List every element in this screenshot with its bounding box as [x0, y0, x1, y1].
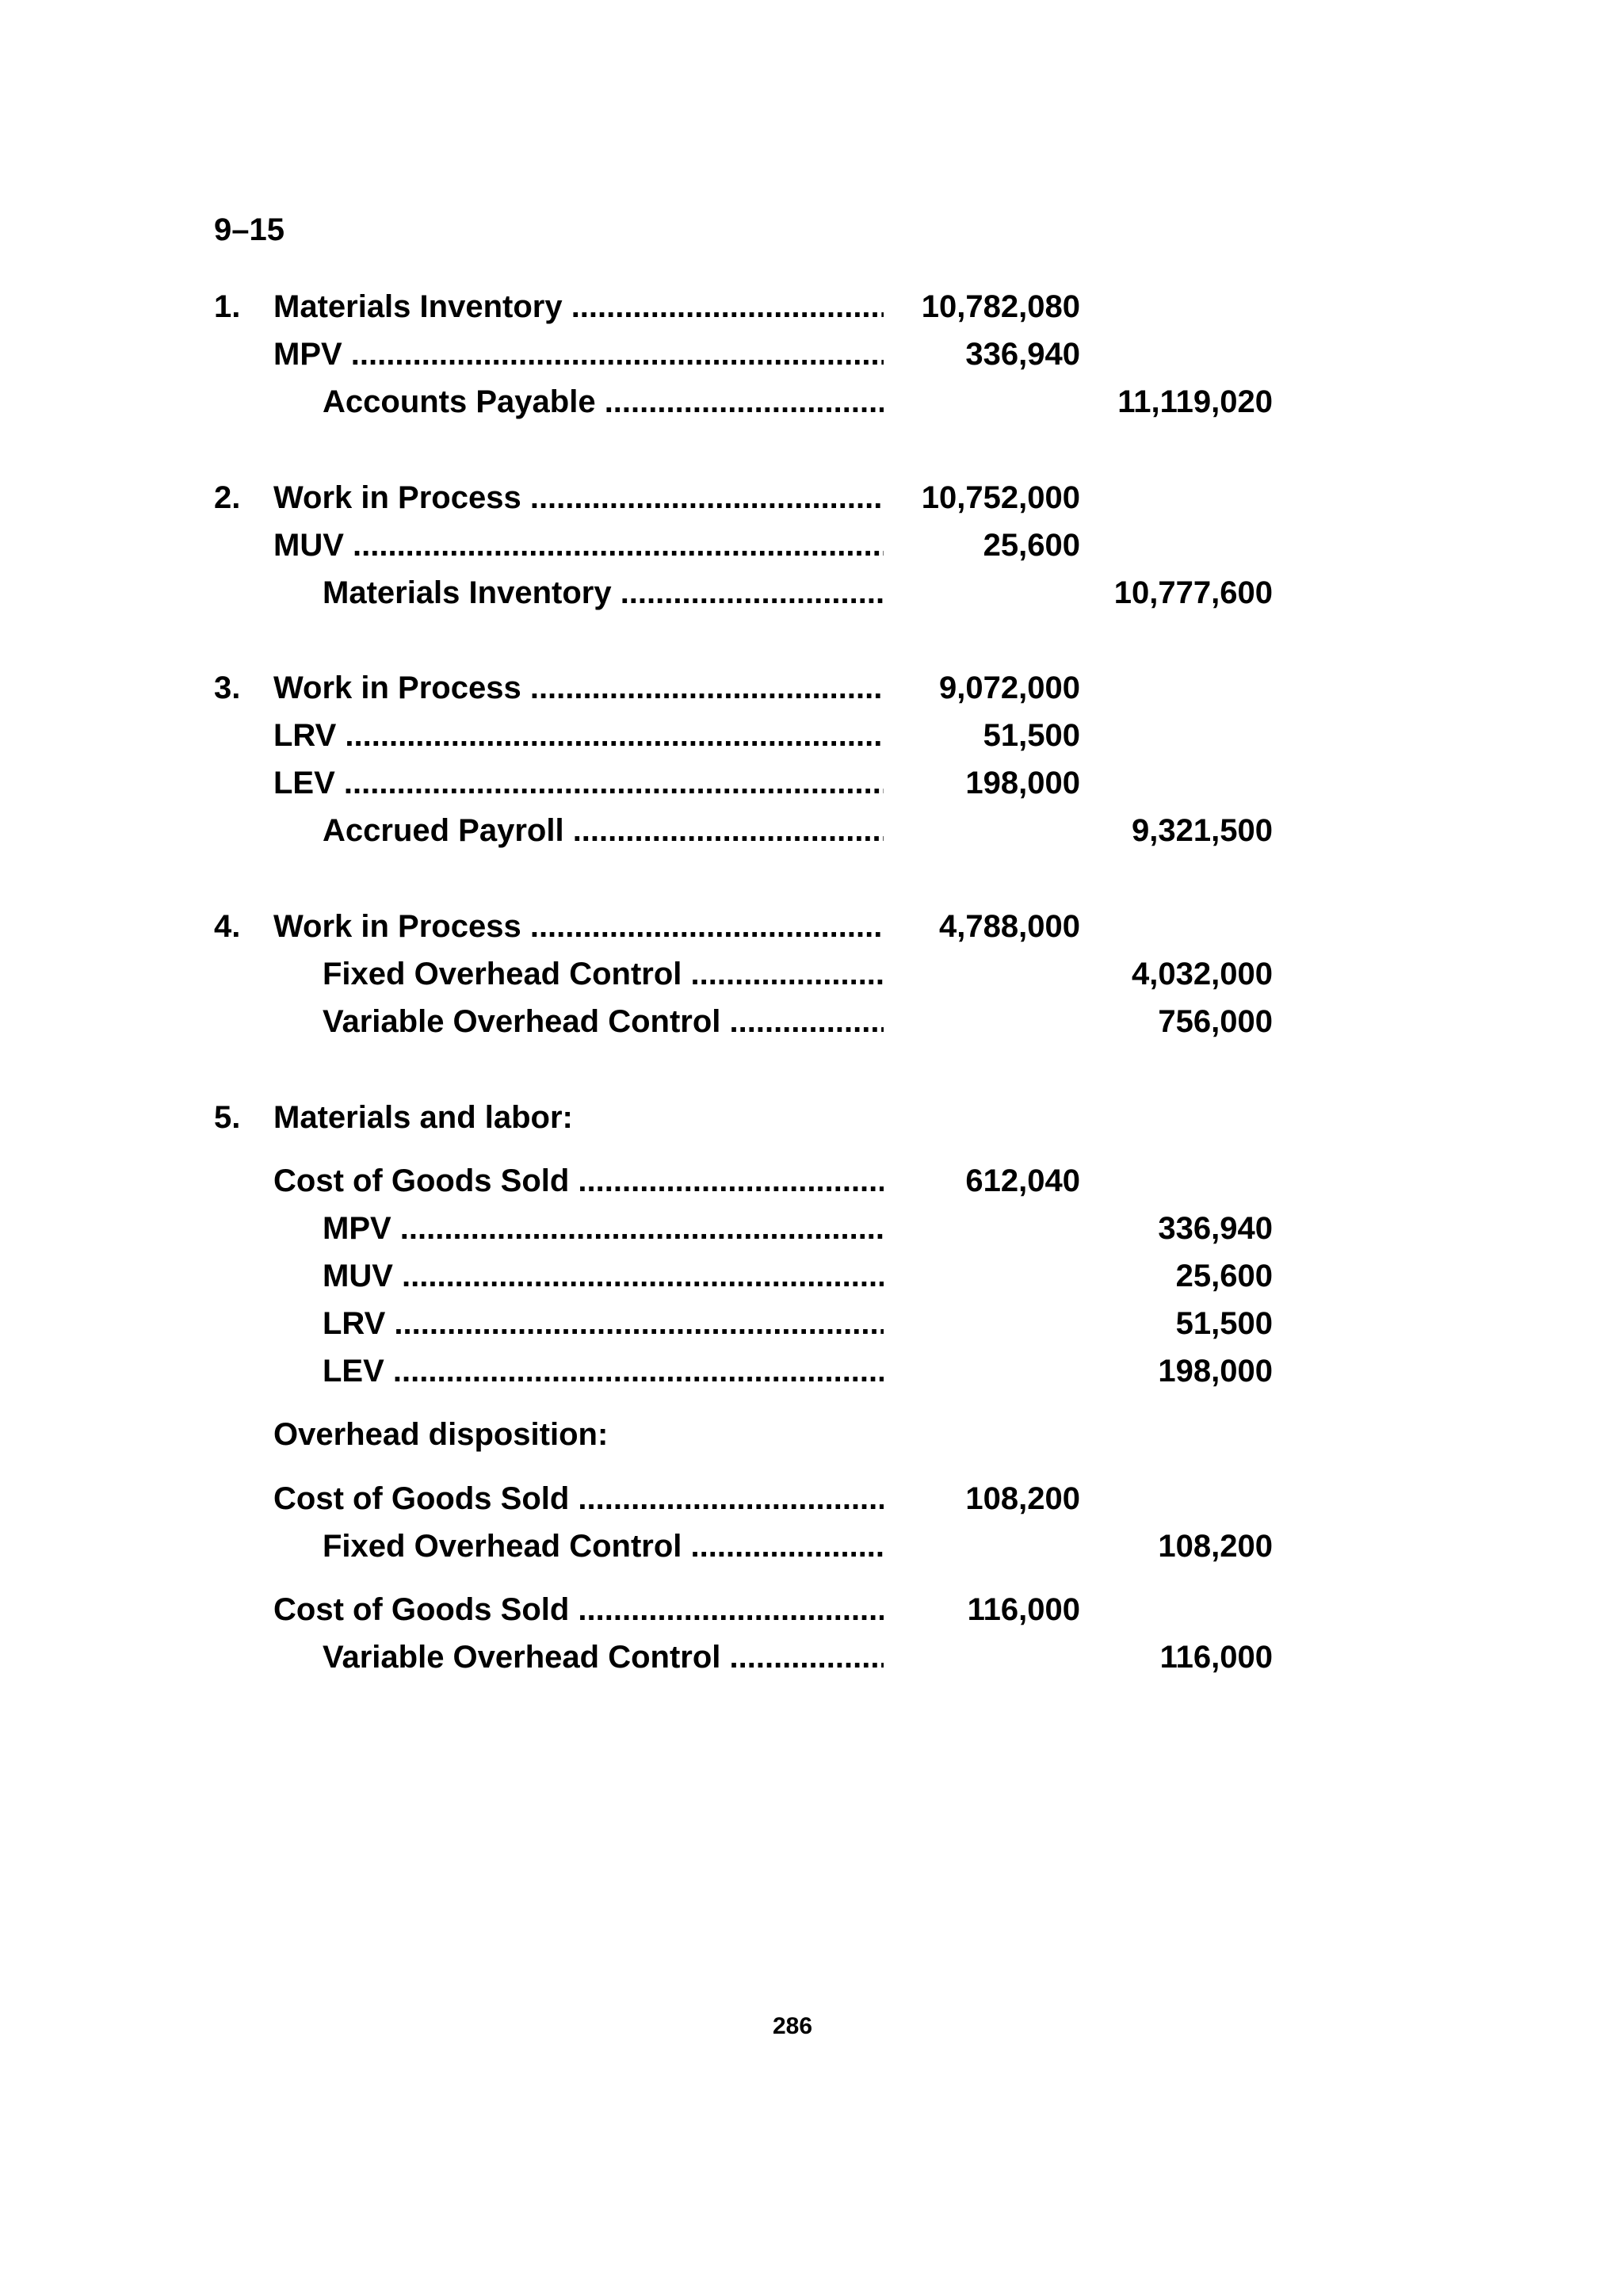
journal-row: [0, 1475, 1623, 1522]
credit-amount: 25,600: [1175, 1259, 1273, 1293]
journal-row: [0, 1586, 1623, 1633]
debit-amount: 10,782,080: [921, 289, 1080, 324]
account-label: LRV .....: [273, 712, 884, 759]
account-label: Accounts Payable .....: [323, 378, 884, 426]
debit-amount: 4,788,000: [939, 909, 1080, 944]
journal-row: [0, 330, 1623, 378]
entry-number: 4.: [214, 909, 241, 944]
journal-row: [0, 569, 1623, 617]
section-heading: Materials and labor:: [273, 1100, 573, 1135]
account-label: Variable Overhead Control .....: [323, 1633, 884, 1681]
journal-row: [0, 759, 1623, 807]
page-number: 286: [772, 2013, 813, 2039]
debit-amount: 116,000: [967, 1592, 1080, 1627]
entry-number: 3.: [214, 670, 241, 705]
debit-amount: 108,200: [965, 1481, 1080, 1516]
page-heading: 9–15: [214, 212, 285, 247]
debit-amount: 198,000: [965, 766, 1080, 800]
journal-row: [0, 712, 1623, 759]
journal-row: [0, 1252, 1623, 1300]
account-label: LEV .....: [323, 1347, 884, 1395]
debit-amount: 336,940: [965, 337, 1080, 372]
account-label: Accrued Payroll .....: [323, 807, 884, 854]
debit-amount: 10,752,000: [921, 480, 1080, 515]
journal-row: [0, 1094, 1623, 1141]
account-label: LRV .....: [323, 1300, 884, 1347]
credit-amount: 51,500: [1175, 1306, 1273, 1341]
credit-amount: 336,940: [1158, 1211, 1273, 1246]
credit-amount: 198,000: [1158, 1354, 1273, 1389]
journal-row: [0, 474, 1623, 521]
credit-amount: 756,000: [1158, 1004, 1273, 1039]
journal-row: [0, 807, 1623, 854]
account-label: Fixed Overhead Control .....: [323, 1522, 884, 1570]
debit-amount: 9,072,000: [939, 670, 1080, 705]
account-label: Cost of Goods Sold .....: [273, 1157, 884, 1205]
entry-number: 1.: [214, 289, 241, 324]
section-heading: Overhead disposition:: [273, 1417, 609, 1452]
journal-row: [0, 1347, 1623, 1395]
account-label: Materials Inventory .....: [273, 283, 884, 330]
journal-row: [0, 1157, 1623, 1205]
journal-row: [0, 378, 1623, 426]
journal-row: [0, 1411, 1623, 1458]
journal-row: [0, 664, 1623, 712]
credit-amount: 108,200: [1158, 1529, 1273, 1564]
journal-row: [0, 1633, 1623, 1681]
account-label: Work in Process .....: [273, 474, 884, 521]
journal-row: [0, 521, 1623, 569]
account-label: Cost of Goods Sold .....: [273, 1475, 884, 1522]
journal-row: [0, 1522, 1623, 1570]
account-label: Materials Inventory .....: [323, 569, 884, 617]
credit-amount: 11,119,020: [1117, 384, 1273, 419]
entry-number: 5.: [214, 1100, 241, 1135]
journal-row: [0, 283, 1623, 330]
account-label: MPV .....: [273, 330, 884, 378]
account-label: MUV .....: [273, 521, 884, 569]
journal-row: [0, 1205, 1623, 1252]
account-label: Variable Overhead Control .....: [323, 998, 884, 1045]
account-label: Work in Process .....: [273, 903, 884, 950]
account-label: Fixed Overhead Control .....: [323, 950, 884, 998]
account-label: MPV .....: [323, 1205, 884, 1252]
journal-row: [0, 998, 1623, 1045]
credit-amount: 10,777,600: [1113, 575, 1273, 610]
journal-row: [0, 903, 1623, 950]
account-label: Work in Process .....: [273, 664, 884, 712]
account-label: Cost of Goods Sold .....: [273, 1586, 884, 1633]
account-label: LEV .....: [273, 759, 884, 807]
journal-row: [0, 950, 1623, 998]
debit-amount: 25,600: [983, 528, 1080, 563]
credit-amount: 9,321,500: [1132, 813, 1273, 848]
credit-amount: 116,000: [1159, 1640, 1273, 1675]
account-label: MUV .....: [323, 1252, 884, 1300]
credit-amount: 4,032,000: [1132, 957, 1273, 991]
entry-number: 2.: [214, 480, 241, 515]
journal-row: [0, 1300, 1623, 1347]
debit-amount: 612,040: [965, 1163, 1080, 1198]
debit-amount: 51,500: [983, 718, 1080, 753]
